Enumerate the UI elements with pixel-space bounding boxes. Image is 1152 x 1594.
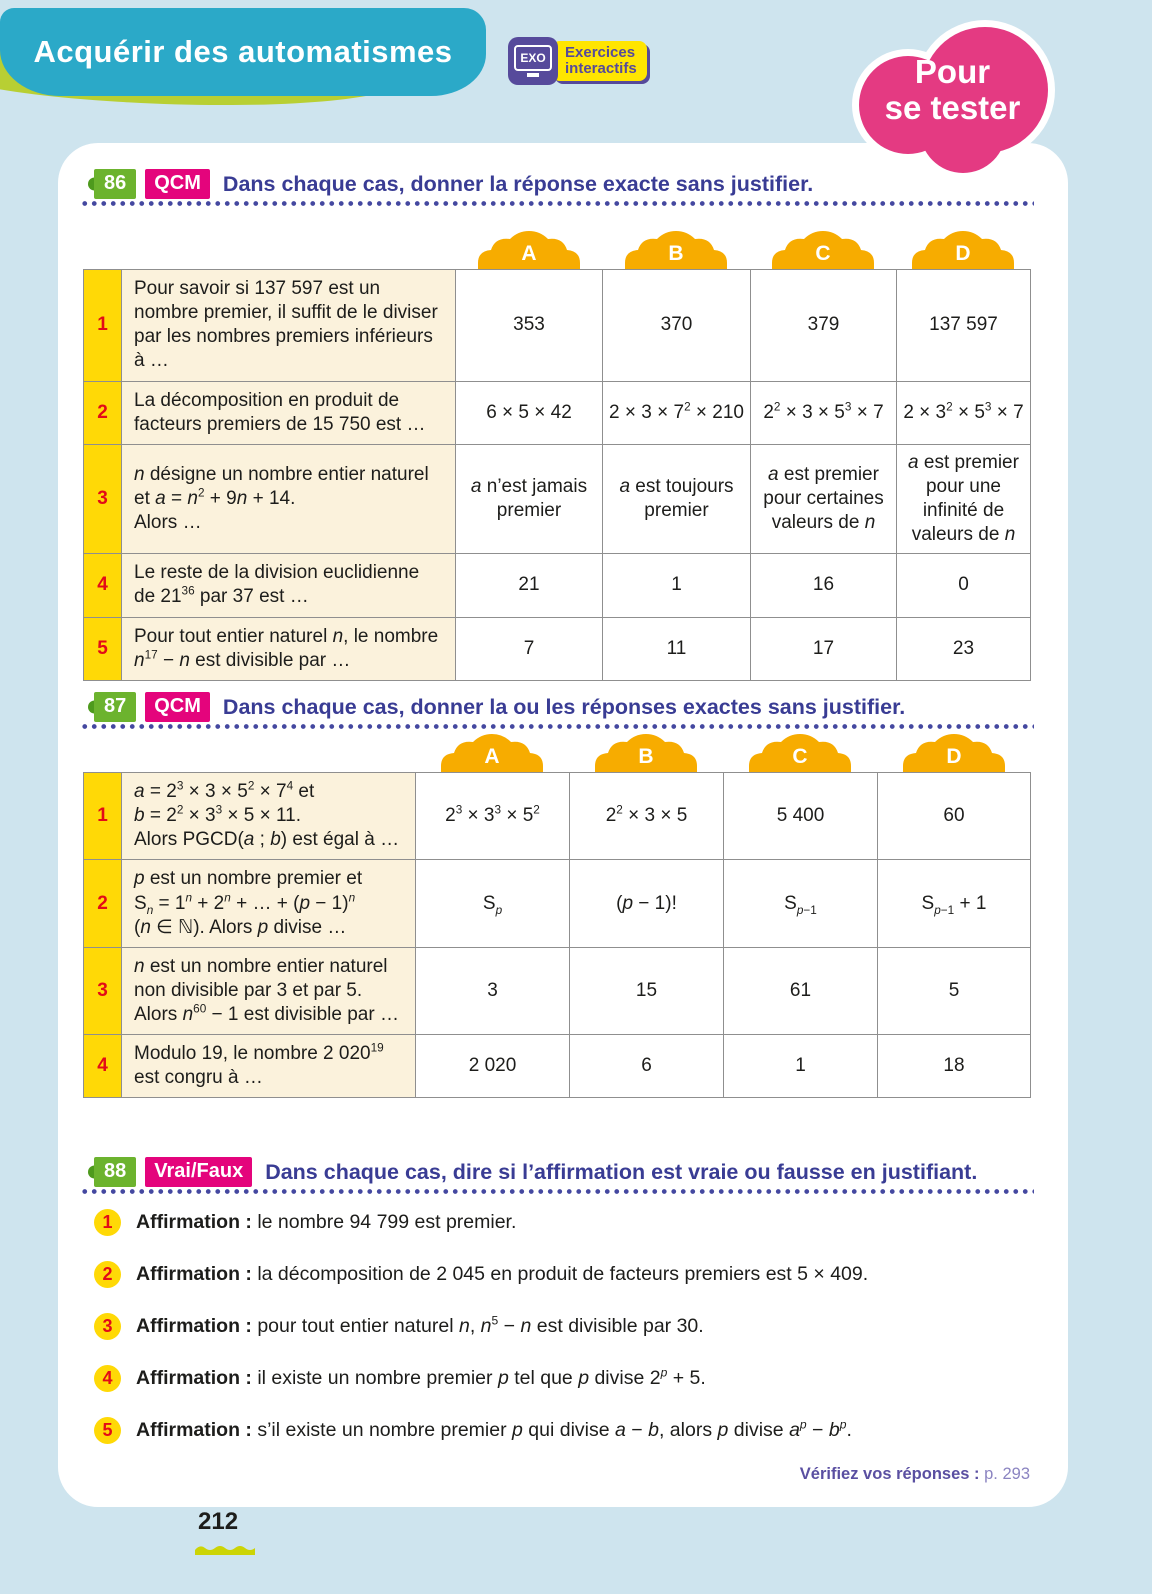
- tester-label: [845, 54, 1060, 127]
- affirmation-number: 5: [94, 1417, 121, 1444]
- exercise-86-title: Dans chaque cas, donner la réponse exacte sans justifier.: [222, 171, 814, 196]
- answer-cell-b: 15: [570, 948, 724, 1035]
- column-header-cloud-d: [904, 231, 1022, 269]
- affirmation-text: Affirmation : il existe un nombre premier p tel que p divise $2^p + 5$.: [136, 1365, 706, 1389]
- question-cell: La décomposition en produit de facteurs premiers de 15 750 est …: [122, 382, 456, 445]
- affirmation-text: Affirmation : le nombre 94 799 est premier.: [136, 1211, 517, 1233]
- answer-cell-a: 6 × 5 × 42: [456, 382, 603, 445]
- affirmation-text: Affirmation : s’il existe un nombre premier p qui divise a − b, alors p divise $a^p - b^p$.: [136, 1417, 852, 1441]
- exercise-86-header: [94, 167, 813, 201]
- answer-cell-b: a est toujours premier: [603, 445, 751, 555]
- question-cell: Le reste de la division euclidienne de $21^{36}$ par 37 est …: [122, 554, 456, 617]
- question-cell: Pour tout entier naturel n, le nombre $n^{17} - n$ est divisible par …: [122, 618, 456, 681]
- row-number: 3: [84, 948, 122, 1035]
- affirmation-text: Affirmation : pour tout entier naturel n, $n^5 - n$ est divisible par 30.: [136, 1313, 704, 1337]
- column-header-cloud-a: [470, 231, 588, 269]
- answer-cell-c: 379: [751, 270, 897, 382]
- exo-monitor-icon: [508, 37, 558, 85]
- answer-cell-d: 0: [897, 554, 1031, 617]
- interactive-exercises-badge[interactable]: [508, 37, 647, 85]
- svg-text:B: B: [638, 745, 654, 768]
- exo-badge-line2: interactifs: [565, 60, 637, 77]
- exo-screen-label: EXO: [514, 45, 552, 71]
- exercise-87-type-badge: QCM: [145, 692, 210, 722]
- row-number: 2: [84, 860, 122, 947]
- page-number-wave-underline: [195, 1543, 255, 1555]
- exercise-87-title: Dans chaque cas, donner la ou les réponses exactes sans justifier.: [222, 694, 906, 719]
- column-header-cloud-b: [617, 231, 735, 269]
- verify-answers-note: [800, 1465, 1030, 1484]
- content-card: [58, 143, 1068, 1507]
- answer-cell-a: 21: [456, 554, 603, 617]
- answer-cell-d: $2 \times 3^2 \times 5^3 \times 7$: [897, 382, 1031, 445]
- answer-cell-d: 18: [878, 1035, 1031, 1098]
- affirmation-item-1: [94, 1209, 1039, 1236]
- exo-monitor-stand: [527, 73, 539, 77]
- verify-label: Vérifiez vos réponses :: [799, 1465, 980, 1483]
- answer-cell-c: 61: [724, 948, 878, 1035]
- exercise-87-header: [94, 690, 905, 724]
- answer-cell-c: 1: [724, 1035, 878, 1098]
- question-cell: $a = 2^3 \times 3 \times 5^2 \times 7^4$ et $b = 2^2 \times 3^3 \times 5 \times 11$. Alors PGCD(a ; b) est égal à …: [122, 773, 416, 860]
- affirmation-number: 4: [94, 1365, 121, 1392]
- dotted-separator: [80, 1189, 1034, 1194]
- exercise-88-type-badge: Vrai/Faux: [145, 1157, 252, 1187]
- column-header-cloud-b: [587, 734, 705, 772]
- answer-cell-c: $S_{p-1}$: [724, 860, 878, 947]
- question-cell: Modulo 19, le nombre 2 $020^{19}$ est congru à …: [122, 1035, 416, 1098]
- answer-cell-c: a est premier pour certaines valeurs de n: [751, 445, 897, 555]
- answer-cell-b: $2 \times 3 \times 7^2 \times 210$: [603, 382, 751, 445]
- answer-cell-b: $2^2 \times 3 \times 5$: [570, 773, 724, 860]
- exo-badge-label: [552, 41, 647, 81]
- column-header-cloud-c: [741, 734, 859, 772]
- affirmation-number: 3: [94, 1313, 121, 1340]
- row-number: 4: [84, 554, 122, 617]
- exercise-86-number-badge: 86: [94, 169, 136, 199]
- exercise-87-table: [83, 772, 1031, 1098]
- svg-text:C: C: [815, 242, 831, 265]
- answer-cell-c: 17: [751, 618, 897, 681]
- dotted-separator: [80, 201, 1034, 206]
- answer-cell-d: 23: [897, 618, 1031, 681]
- row-number: 1: [84, 773, 122, 860]
- page-number: 212: [198, 1508, 239, 1535]
- svg-text:A: A: [484, 745, 500, 768]
- answer-cell-d: 5: [878, 948, 1031, 1035]
- answer-cell-a: a n’est jamais premier: [456, 445, 603, 555]
- affirmation-item-4: [94, 1365, 1039, 1392]
- answer-cell-d: $S_{p-1} + 1$: [878, 860, 1031, 947]
- answer-cell-a: 7: [456, 618, 603, 681]
- question-cell: n désigne un nombre entier naturel et $a = n^2 + 9n + 14$. Alors …: [122, 445, 456, 555]
- answer-cell-a: 353: [456, 270, 603, 382]
- affirmation-number: 2: [94, 1261, 121, 1288]
- answer-cell-d: 60: [878, 773, 1031, 860]
- pour-se-tester-cloud: [845, 8, 1060, 173]
- column-header-cloud-c: [764, 231, 882, 269]
- answer-cell-c: 5 400: [724, 773, 878, 860]
- exercise-86-type-badge: QCM: [145, 169, 210, 199]
- exercise-88-header: [94, 1155, 977, 1189]
- affirmation-item-2: [94, 1261, 1039, 1288]
- row-number: 3: [84, 445, 122, 555]
- svg-text:A: A: [520, 242, 537, 265]
- column-header-cloud-a: [433, 734, 551, 772]
- banner-title: Acquérir des automatismes: [33, 34, 453, 69]
- affirmation-text: Affirmation : la décomposition de 2 045 en produit de facteurs premiers est 5 × 409.: [136, 1263, 869, 1285]
- affirmation-number: 1: [94, 1209, 121, 1236]
- answer-cell-a: 2 020: [416, 1035, 570, 1098]
- answer-cell-b: 370: [603, 270, 751, 382]
- answer-cell-d: a est premier pour une infinité de valeurs de n: [897, 445, 1031, 555]
- affirmation-item-5: [94, 1417, 1039, 1444]
- answer-cell-c: $2^2 \times 3 \times 5^3 \times 7$: [751, 382, 897, 445]
- affirmation-item-3: [94, 1313, 1039, 1340]
- exercise-87-number-badge: 87: [94, 692, 136, 722]
- exercise-86-table: [83, 269, 1031, 681]
- exercise-86-column-headers: [83, 231, 1030, 269]
- question-cell: p est un nombre premier et $S_n = 1^n + 2^n$ + … + $(p - 1)^n$ (n ∈ ℕ). Alors p divise …: [122, 860, 416, 947]
- row-number: 4: [84, 1035, 122, 1098]
- column-header-cloud-d: [895, 734, 1013, 772]
- answer-cell-a: 3: [416, 948, 570, 1035]
- svg-text:D: D: [945, 745, 962, 768]
- question-cell: Pour savoir si 137 597 est un nombre premier, il suffit de le diviser par les nombres premiers inférieurs à …: [122, 270, 456, 382]
- answer-cell-b: 6: [570, 1035, 724, 1098]
- dotted-separator: [80, 724, 1034, 729]
- answer-cell-a: $S_p$: [416, 860, 570, 947]
- exercise-87-column-headers: [83, 734, 1030, 772]
- tester-line2: se tester: [884, 89, 1021, 127]
- answer-cell-a: $2^3 \times 3^3 \times 5^2$: [416, 773, 570, 860]
- svg-text:B: B: [668, 242, 684, 265]
- answer-cell-b: 11: [603, 618, 751, 681]
- answer-cell-d: 137 597: [897, 270, 1031, 382]
- row-number: 1: [84, 270, 122, 382]
- tester-line1: Pour: [914, 53, 991, 90]
- row-number: 2: [84, 382, 122, 445]
- answer-cell-b: 1: [603, 554, 751, 617]
- exercise-88-number-badge: 88: [94, 1157, 136, 1187]
- verify-page-ref: p. 293: [984, 1465, 1030, 1483]
- exercise-88-title: Dans chaque cas, dire si l’affirmation est vraie ou fausse en justifiant.: [265, 1159, 978, 1184]
- question-cell: n est un nombre entier naturel non divisible par 3 et par 5. Alors $n^{60} - 1$ est divisible par …: [122, 948, 416, 1035]
- svg-text:C: C: [792, 745, 808, 768]
- exo-badge-line1: Exercices: [565, 43, 636, 61]
- row-number: 5: [84, 618, 122, 681]
- answer-cell-b: (p − 1)!: [570, 860, 724, 947]
- answer-cell-c: 16: [751, 554, 897, 617]
- svg-text:D: D: [955, 242, 971, 265]
- chapter-banner: [0, 8, 486, 96]
